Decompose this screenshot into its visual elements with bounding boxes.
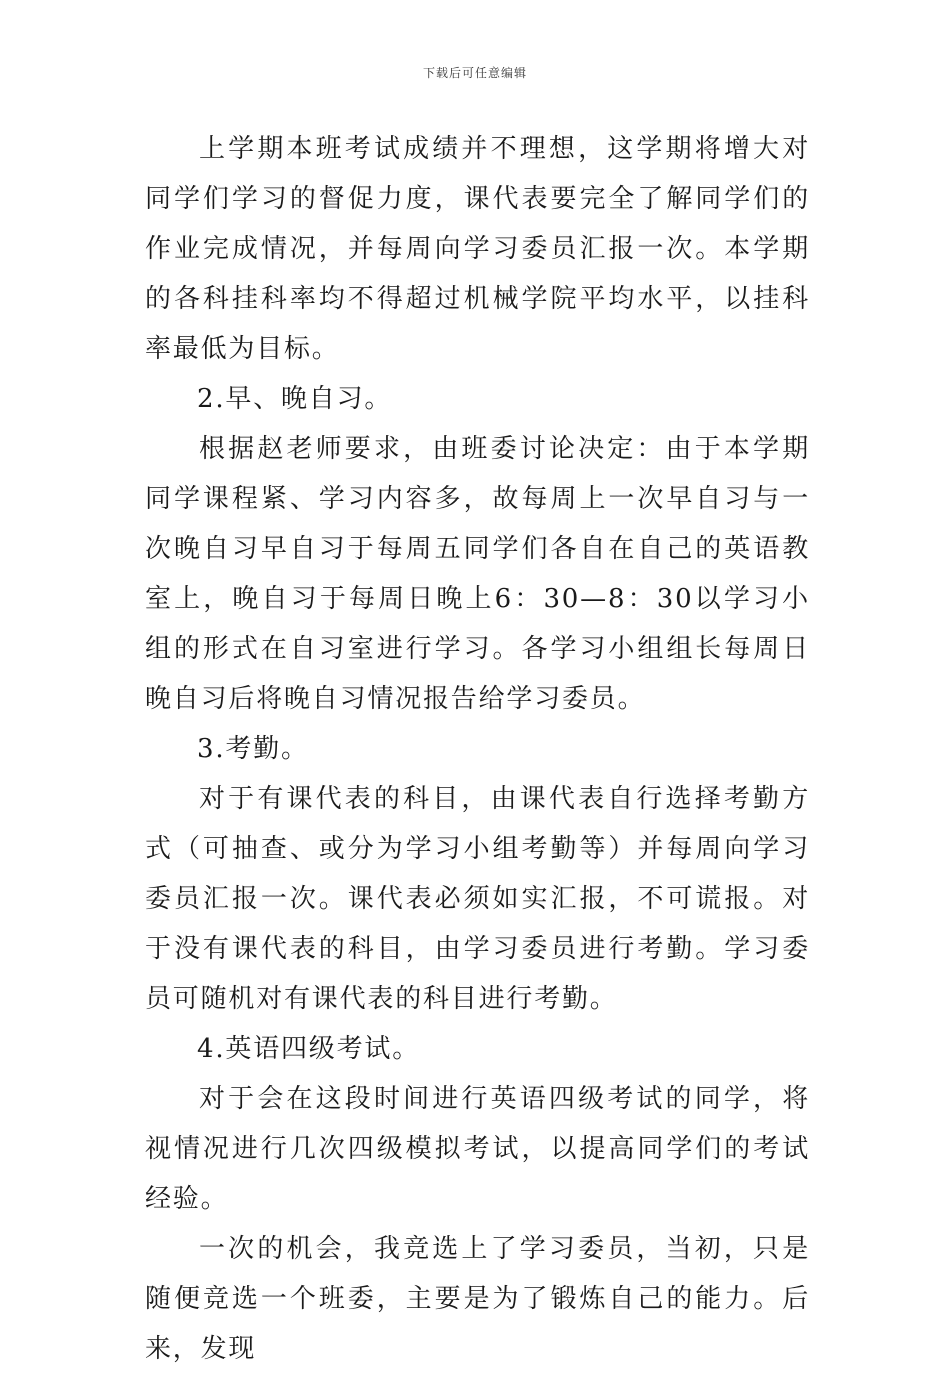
paragraph-election: 一次的机会，我竞选上了学习委员，当初，只是随便竞选一个班委，主要是为了锻炼自己的能力。后来，发现 <box>145 1234 810 1364</box>
section-heading-self-study: 2.早、晚自习。 <box>197 384 393 414</box>
paragraph-cet4: 对于会在这段时间进行英语四级考试的同学，将视情况进行几次四级模拟考试，以提高同学们的考试经验。 <box>145 1084 810 1214</box>
document-body <box>145 124 810 1374</box>
section-heading-cet4: 4.英语四级考试。 <box>197 1034 421 1064</box>
page-header: 下载后可任意编辑 <box>422 66 527 80</box>
section-heading-attendance: 3.考勤。 <box>197 734 309 764</box>
paragraph-self-study: 根据赵老师要求，由班委讨论决定：由于本学期同学课程紧、学习内容多，故每周上一次早自习与一次晚自习早自习于每周五同学们各自在自己的英语教室上，晚自习于每周日晚上6：30—8：30以学习小组的形式在自习室进行学习。各学习小组组长每周日晚自习后将晚自习情况报告给学习委员。 <box>145 434 810 714</box>
paragraph-study-supervision: 上学期本班考试成绩并不理想，这学期将增大对同学们学习的督促力度，课代表要完全了解同学们的作业完成情况，并每周向学习委员汇报一次。本学期的各科挂科率均不得超过机械学院平均水平，以挂科率最低为目标。 <box>145 134 810 364</box>
paragraph-attendance: 对于有课代表的科目，由课代表自行选择考勤方式（可抽查、或分为学习小组考勤等）并每周向学习委员汇报一次。课代表必须如实汇报，不可谎报。对于没有课代表的科目，由学习委员进行考勤。学习委员可随机对有课代表的科目进行考勤。 <box>145 784 810 1014</box>
